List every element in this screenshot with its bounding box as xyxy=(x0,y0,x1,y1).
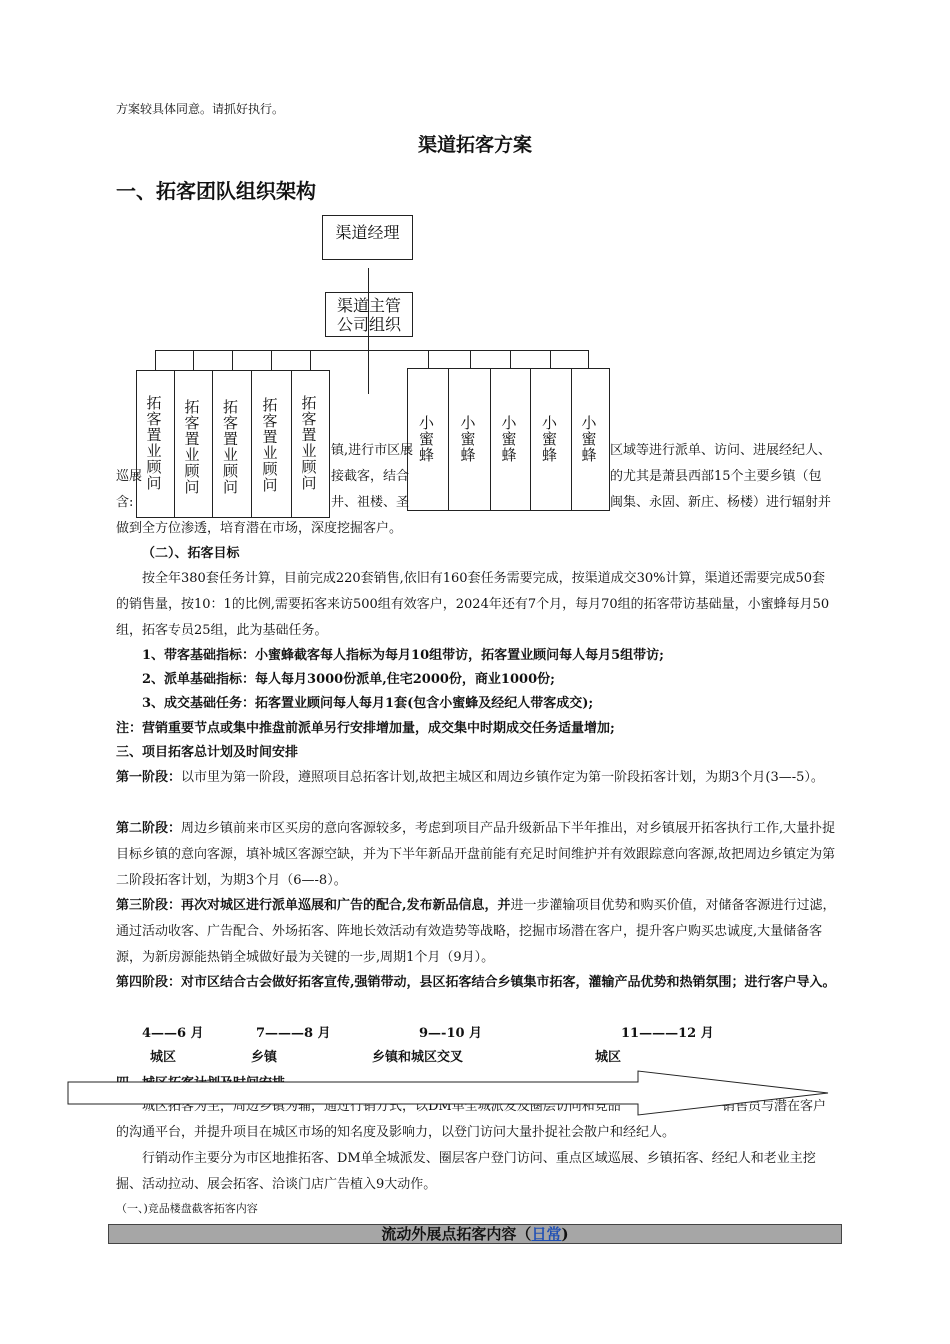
phase-4 xyxy=(116,970,836,996)
org-bee-label: 小蜜蜂 xyxy=(417,415,435,463)
partial-text: 镇,进行市区展 xyxy=(331,443,414,458)
org-advisor-label: 拓客置业顾问 xyxy=(182,399,201,495)
phase-text: 进一步灌输项目优势和购买价值，对储备客源进行过滤，通过活动收客、广告配合、外场拓客、阵地长效活动有效造势等战略，挖掘市场潜在客户，提升客户购买忠诚度,大量储备客源，为新房源能热销全城做好最为关键的一步,周期1个月（9月）。 xyxy=(116,898,836,965)
city-paragraph-tail: 销售员与潜在客户 xyxy=(722,1099,827,1114)
org-drop-line xyxy=(510,350,511,370)
top-note: 方案较具体同意。请抓好执行。 xyxy=(116,102,285,116)
city-paragraph-partial: 城区拓客为主，周边乡镇为辅，通过行销方式，以DM单全城派发及圈层访问和竞品 xyxy=(142,1099,621,1114)
timeline-area: 城区 xyxy=(150,1050,177,1065)
partial-text: 闽集、永固、新庄、杨楼）进行辐射并 xyxy=(610,495,832,510)
partial-text: 的尤其是萧县西部15个主要乡镇（包 xyxy=(610,469,822,484)
partial-text: 做到全方位渗透，培育潜在市场，深度挖掘客户。 xyxy=(116,521,403,536)
org-advisor-box xyxy=(212,370,252,518)
org-advisor-label: 拓客置业顾问 xyxy=(144,395,163,491)
timeline-period: 9—-10 月 xyxy=(419,1026,483,1041)
org-drop-line xyxy=(193,350,194,370)
org-bee-box xyxy=(407,368,449,511)
org-drop-line xyxy=(588,350,589,370)
org-drop-line xyxy=(155,350,156,370)
section-heading-plan: 三、项目拓客总计划及时间安排 xyxy=(116,745,299,760)
phase-1 xyxy=(116,765,836,791)
org-manager-label: 渠道经理 xyxy=(335,223,400,242)
city-paragraph-2: 的沟通平台，并提升项目在城区市场的知名度及影响力，以登门访问大量扑捉社会散户和经纪人。 xyxy=(116,1125,676,1140)
org-drop-line xyxy=(232,350,233,370)
org-supervisor-label-1: 渠道主管 xyxy=(336,296,401,315)
document-title: 渠道拓客方案 xyxy=(417,134,532,156)
sub-item-heading: （一、)竞品楼盘截客拓客内容 xyxy=(116,1202,258,1215)
timeline-period: 7———8 月 xyxy=(256,1026,331,1041)
phase-label: 第二阶段： xyxy=(116,821,182,836)
phase-label: 第四阶段：对市区结合古会做好拓客宣传,强销带动，县区拓客结合乡镇集市拓客，灌输产品优势和热销氛围；进行客户导入。 xyxy=(116,975,836,990)
target-paragraph: 按全年380套任务计算，目前完成220套销售,依旧有160套任务需要完成，按渠道成交30%计算，渠道还需要完成50套的销售量，按10：1的比例,需要拓客来访500组有效客户，2024年还有7个月，每月70组的拓客带访基础量，小蜜蜂每月50组，拓客专员25组，此为基础任务。 xyxy=(116,571,830,638)
timeline-area: 乡镇 xyxy=(251,1050,278,1065)
org-advisor-label: 拓客置业顾问 xyxy=(260,397,279,493)
org-bee-box xyxy=(571,368,610,511)
indicator-2: 2、派单基础指标：每人每月3000份派单,住宅2000份，商业1000份; xyxy=(142,672,555,687)
org-bee-box xyxy=(530,368,572,511)
org-drop-line xyxy=(428,350,429,370)
indicator-1: 1、带客基础指标：小蜜蜂截客每人指标为每月10组带访，拓客置业顾问每人每月5组带访; xyxy=(142,648,664,663)
org-bee-label: 小蜜蜂 xyxy=(579,415,598,463)
section-heading-org: 一、拓客团队组织架构 xyxy=(116,179,316,203)
org-connector-horizontal xyxy=(155,350,588,351)
partial-text: 井、祖楼、圣 xyxy=(331,495,410,510)
phase-label: 第三阶段：再次对城区进行派单巡展和广告的配合,发布新品信息，并 xyxy=(116,898,511,913)
note-text: 注：营销重要节点或集中推盘前派单另行安排增加量，成交集中时期成交任务适量增加; xyxy=(116,721,615,736)
indicator-3: 3、成交基础任务：拓客置业顾问每人每月1套(包含小蜜蜂及经纪人带客成交); xyxy=(142,696,594,711)
org-advisor-box xyxy=(251,370,292,518)
timeline-area: 乡镇和城区交叉 xyxy=(372,1050,464,1065)
timeline-area: 城区 xyxy=(595,1050,622,1065)
org-advisor-label: 拓客置业顾问 xyxy=(299,395,318,491)
partial-text: 巡展 xyxy=(116,469,143,484)
org-bee-box xyxy=(448,368,491,511)
table-title: 流动外展点拓客内容（ xyxy=(381,1225,532,1243)
partial-text: 接截客，结合 xyxy=(331,469,410,484)
org-bee-box xyxy=(490,368,531,511)
partial-text: 区域等进行派单、访问、进展经纪人、 xyxy=(610,443,832,458)
phase-2 xyxy=(116,816,836,894)
phase-3 xyxy=(116,893,836,971)
org-drop-line xyxy=(550,350,551,370)
org-bee-label: 小蜜蜂 xyxy=(458,415,477,463)
timeline-arrow xyxy=(66,1070,832,1116)
org-supervisor-box xyxy=(325,292,413,337)
org-advisor-label: 拓客置业顾问 xyxy=(221,399,239,495)
org-supervisor-label-2: 公司组织 xyxy=(336,315,401,334)
org-advisor-box xyxy=(291,370,330,518)
org-drop-line xyxy=(271,350,272,370)
table-header xyxy=(108,1224,842,1244)
phase-text: 以市里为第一阶段，遵照项目总拓客计划,故把主城区和周边乡镇作定为第一阶段拓客计划，为期3个月(3—-5）。 xyxy=(181,770,824,785)
timeline-period: 11———12 月 xyxy=(621,1026,714,1041)
org-advisor-box xyxy=(136,370,175,518)
org-advisor-box xyxy=(174,370,213,518)
org-manager-box xyxy=(322,215,413,260)
phase-text: 周边乡镇前来市区买房的意向客源较多，考虑到项目产品升级新品下半年推出，对乡镇展开拓客执行工作,大量扑捉目标乡镇的意向客源，填补城区客源空缺，并为下半年新品开盘前能有充足时间维护并有效跟踪意向客源,故把周边乡镇定为第二阶段拓客计划，为期3个月（6—-8）。 xyxy=(116,821,836,888)
partial-text: 含: xyxy=(116,495,134,510)
subheading-target: （二）、拓客目标 xyxy=(142,546,240,561)
table-title-link[interactable]: 日常 xyxy=(531,1225,562,1243)
org-drop-line xyxy=(470,350,471,370)
org-drop-line xyxy=(310,350,311,370)
timeline-period: 4——6 月 xyxy=(142,1026,204,1041)
phase-label: 第一阶段： xyxy=(116,770,182,785)
table-title-end: ) xyxy=(561,1225,569,1243)
actions-paragraph: 行销动作主要分为市区地推拓客、DM单全城派发、圈层客户登门访问、重点区域巡展、乡镇拓客、经纪人和老业主挖掘、活动拉动、展会拓客、洽谈门店广告植入9大动作。 xyxy=(116,1151,816,1192)
org-bee-label: 小蜜蜂 xyxy=(540,415,558,463)
org-bee-label: 小蜜蜂 xyxy=(499,415,518,463)
